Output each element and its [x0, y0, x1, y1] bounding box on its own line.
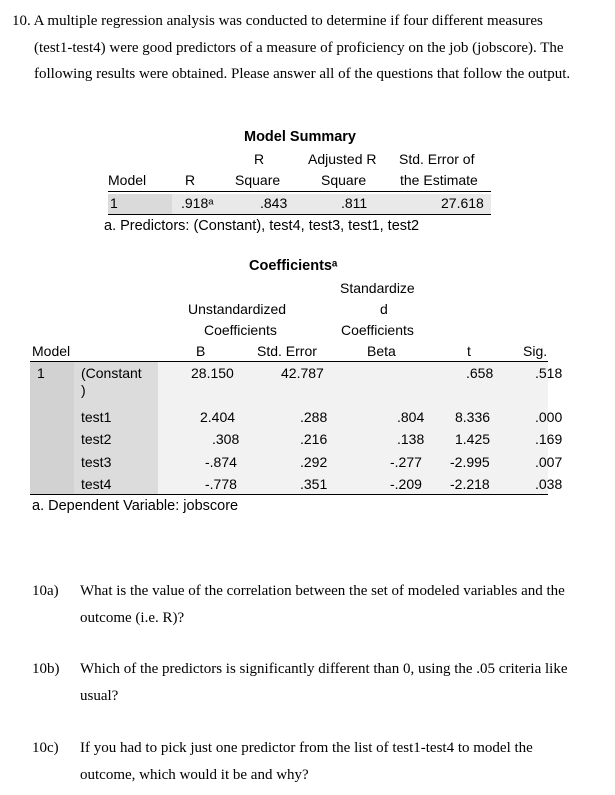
header-adjusted-bottom: Square: [321, 172, 367, 188]
ms-cell-r: .918ᵃ: [181, 195, 214, 211]
coef-row-constant-se: 42.787: [281, 365, 324, 381]
ms-cell-adj-r-square: .811: [341, 195, 368, 211]
header-standardized-mid: d: [380, 301, 388, 317]
coef-row-constant-sig: .518: [535, 365, 563, 381]
coef-row-test3-b: -.874: [205, 454, 237, 470]
sub-question-number: 10a): [32, 583, 59, 599]
coef-row-test1-sig: .000: [535, 409, 563, 425]
header-adjusted-top: Adjusted R: [308, 151, 377, 167]
coefficients-title: Coefficientsᵃ: [249, 258, 338, 274]
coef-header-beta: Beta: [367, 343, 396, 359]
ms-cell-r-square: .843: [260, 195, 288, 211]
coef-row-test3-name: test3: [81, 454, 112, 470]
coef-row-constant-name: (Constant: [81, 365, 142, 381]
ms-cell-model: 1: [110, 195, 118, 211]
coef-row-test4-beta: -.209: [390, 476, 422, 492]
coef-row-test3-se: .292: [300, 454, 328, 470]
coef-row-test4-se: .351: [300, 476, 328, 492]
coef-row-test4-sig: .038: [535, 476, 563, 492]
header-r-square-top: R: [254, 151, 265, 167]
header-standardized-bottom: Coefficients: [341, 322, 414, 338]
sub-question-line-1: If you had to pick just one predictor from the list of test1-test4 to model the: [80, 740, 533, 756]
header-unstandardized-top: Unstandardized: [188, 301, 287, 317]
ms-cell-std-error: 27.618: [441, 195, 484, 211]
coef-header-model: Model: [32, 343, 71, 359]
coef-model-col-bg: [30, 362, 74, 494]
header-std-error-bottom: the Estimate: [400, 172, 478, 188]
coef-row-test2-name: test2: [81, 431, 112, 447]
header-unstandardized-bottom: Coefficients: [204, 322, 277, 338]
coef-model-number: 1: [37, 365, 45, 381]
header-r-square-bottom: Square: [235, 172, 281, 188]
sub-question-line-2: usual?: [80, 688, 119, 704]
header-r: R: [185, 172, 196, 188]
sub-question-line-1: Which of the predictors is significantly different than 0, using the .05 criteria like: [80, 661, 568, 677]
sub-question-number: 10b): [32, 661, 60, 677]
coef-row-test4-t: -2.218: [450, 476, 490, 492]
sub-question-line-2: outcome (i.e. R)?: [80, 610, 185, 626]
sub-question-line-2: outcome, which would it be and why?: [80, 767, 309, 783]
question-line-2: (test1-test4) were good predictors of a measure of proficiency on the job (jobscore). The: [34, 39, 564, 56]
coef-header-sig: Sig.: [523, 343, 548, 359]
coef-row-test1-b: 2.404: [200, 409, 236, 425]
coef-row-test4-name: test4: [81, 476, 112, 492]
coef-row-test3-beta: -.277: [390, 454, 422, 470]
coef-row-constant-name-cont: ): [81, 382, 86, 398]
model-summary-header-rule: [108, 191, 491, 192]
question-line-1: 10. A multiple regression analysis was conducted to determine if four different measures: [12, 13, 543, 29]
coef-row-test1-beta: .804: [397, 409, 425, 425]
coef-row-test2-b: .308: [212, 431, 240, 447]
coef-row-test2-sig: .169: [535, 431, 563, 447]
coef-row-test1-se: .288: [300, 409, 328, 425]
coef-row-test2-t: 1.425: [455, 431, 491, 447]
sub-question-number: 10c): [32, 740, 59, 756]
header-standardized-top: Standardize: [340, 280, 415, 296]
coef-bottom-rule: [30, 494, 548, 495]
model-summary-footnote: a. Predictors: (Constant), test4, test3, test1, test2: [104, 218, 420, 234]
header-model: Model: [108, 172, 147, 188]
coefficients-footnote: a. Dependent Variable: jobscore: [32, 498, 239, 514]
coef-row-test4-b: -.778: [205, 476, 237, 492]
model-summary-title: Model Summary: [244, 129, 356, 145]
question-line-3: following results were obtained. Please answer all of the questions that follow the output.: [34, 66, 571, 82]
coef-header-b: B: [196, 343, 206, 359]
sub-question-line-1: What is the value of the correlation between the set of modeled variables and the: [80, 583, 565, 599]
model-summary-bottom-rule: [108, 214, 491, 215]
question-text: [12, 8, 608, 88]
coef-row-test1-name: test1: [81, 409, 112, 425]
coef-row-test3-t: -2.995: [450, 454, 490, 470]
coef-row-test2-se: .216: [300, 431, 328, 447]
coef-row-test3-sig: .007: [535, 454, 563, 470]
coef-row-test2-beta: .138: [397, 431, 425, 447]
coef-row-constant-t: .658: [466, 365, 494, 381]
coef-row-test1-t: 8.336: [455, 409, 491, 425]
coef-row-constant-b: 28.150: [191, 365, 234, 381]
coef-header-std-error: Std. Error: [257, 343, 317, 359]
header-std-error-top: Std. Error of: [399, 151, 475, 167]
coef-header-t: t: [467, 343, 471, 359]
